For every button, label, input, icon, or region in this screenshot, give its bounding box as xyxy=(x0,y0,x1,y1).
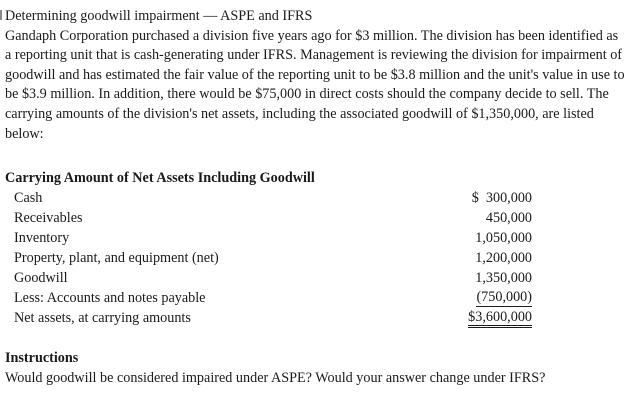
row-amount: $ 300,000 xyxy=(471,190,532,206)
row-label: Property, plant, and equipment (net) xyxy=(14,250,219,266)
table-row-ppe xyxy=(5,248,545,268)
problem-text: Gandaph Corporation purchased a division five years ago for $3 million. The division has been identified as a reporting unit that is cash-generating under IFRS. Management is reviewing the division for impairment of goodwill and has estimated the fair value of the reporting unit to be $3.8 million and the unit's value in use to be $3.9 million. In addition, there would be $75,000 in direct costs should the company decide to sell. The carrying amounts of the division's net assets, including the associated goodwill of $1,350,000, are listed below: xyxy=(5,27,625,142)
instructions-text: Would goodwill be considered impaired under ASPE? Would your answer change under IFRS? xyxy=(5,370,546,386)
table-row-receivables xyxy=(5,208,545,228)
table-row-inventory xyxy=(5,228,545,248)
row-amount: 450,000 xyxy=(485,210,532,226)
row-label: Less: Accounts and notes payable xyxy=(14,290,206,306)
left-edge-marker xyxy=(0,10,2,20)
table-row-payables xyxy=(5,288,545,308)
row-label: Goodwill xyxy=(14,270,68,286)
instructions-heading: Instructions xyxy=(5,350,79,366)
row-label: Net assets, at carrying amounts xyxy=(14,310,191,326)
row-amount-total: $3,600,000 xyxy=(468,309,532,328)
row-label: Inventory xyxy=(14,230,70,246)
row-amount: (750,000) xyxy=(476,289,532,305)
table-row-goodwill xyxy=(5,268,545,288)
row-amount: 1,050,000 xyxy=(475,230,532,246)
table-heading: Carrying Amount of Net Assets Including Goodwill xyxy=(5,170,315,186)
problem-title: Determining goodwill impairment — ASPE and IFRS xyxy=(5,8,313,24)
net-assets-table xyxy=(5,168,545,328)
row-amount: 1,200,000 xyxy=(475,250,532,266)
row-amount: 1,350,000 xyxy=(475,270,532,286)
table-row-net-assets xyxy=(5,308,545,328)
problem-intro xyxy=(5,7,625,144)
row-label: Cash xyxy=(14,190,43,206)
table-row-cash xyxy=(5,188,545,208)
row-label: Receivables xyxy=(14,210,83,226)
instructions-section xyxy=(5,348,625,388)
